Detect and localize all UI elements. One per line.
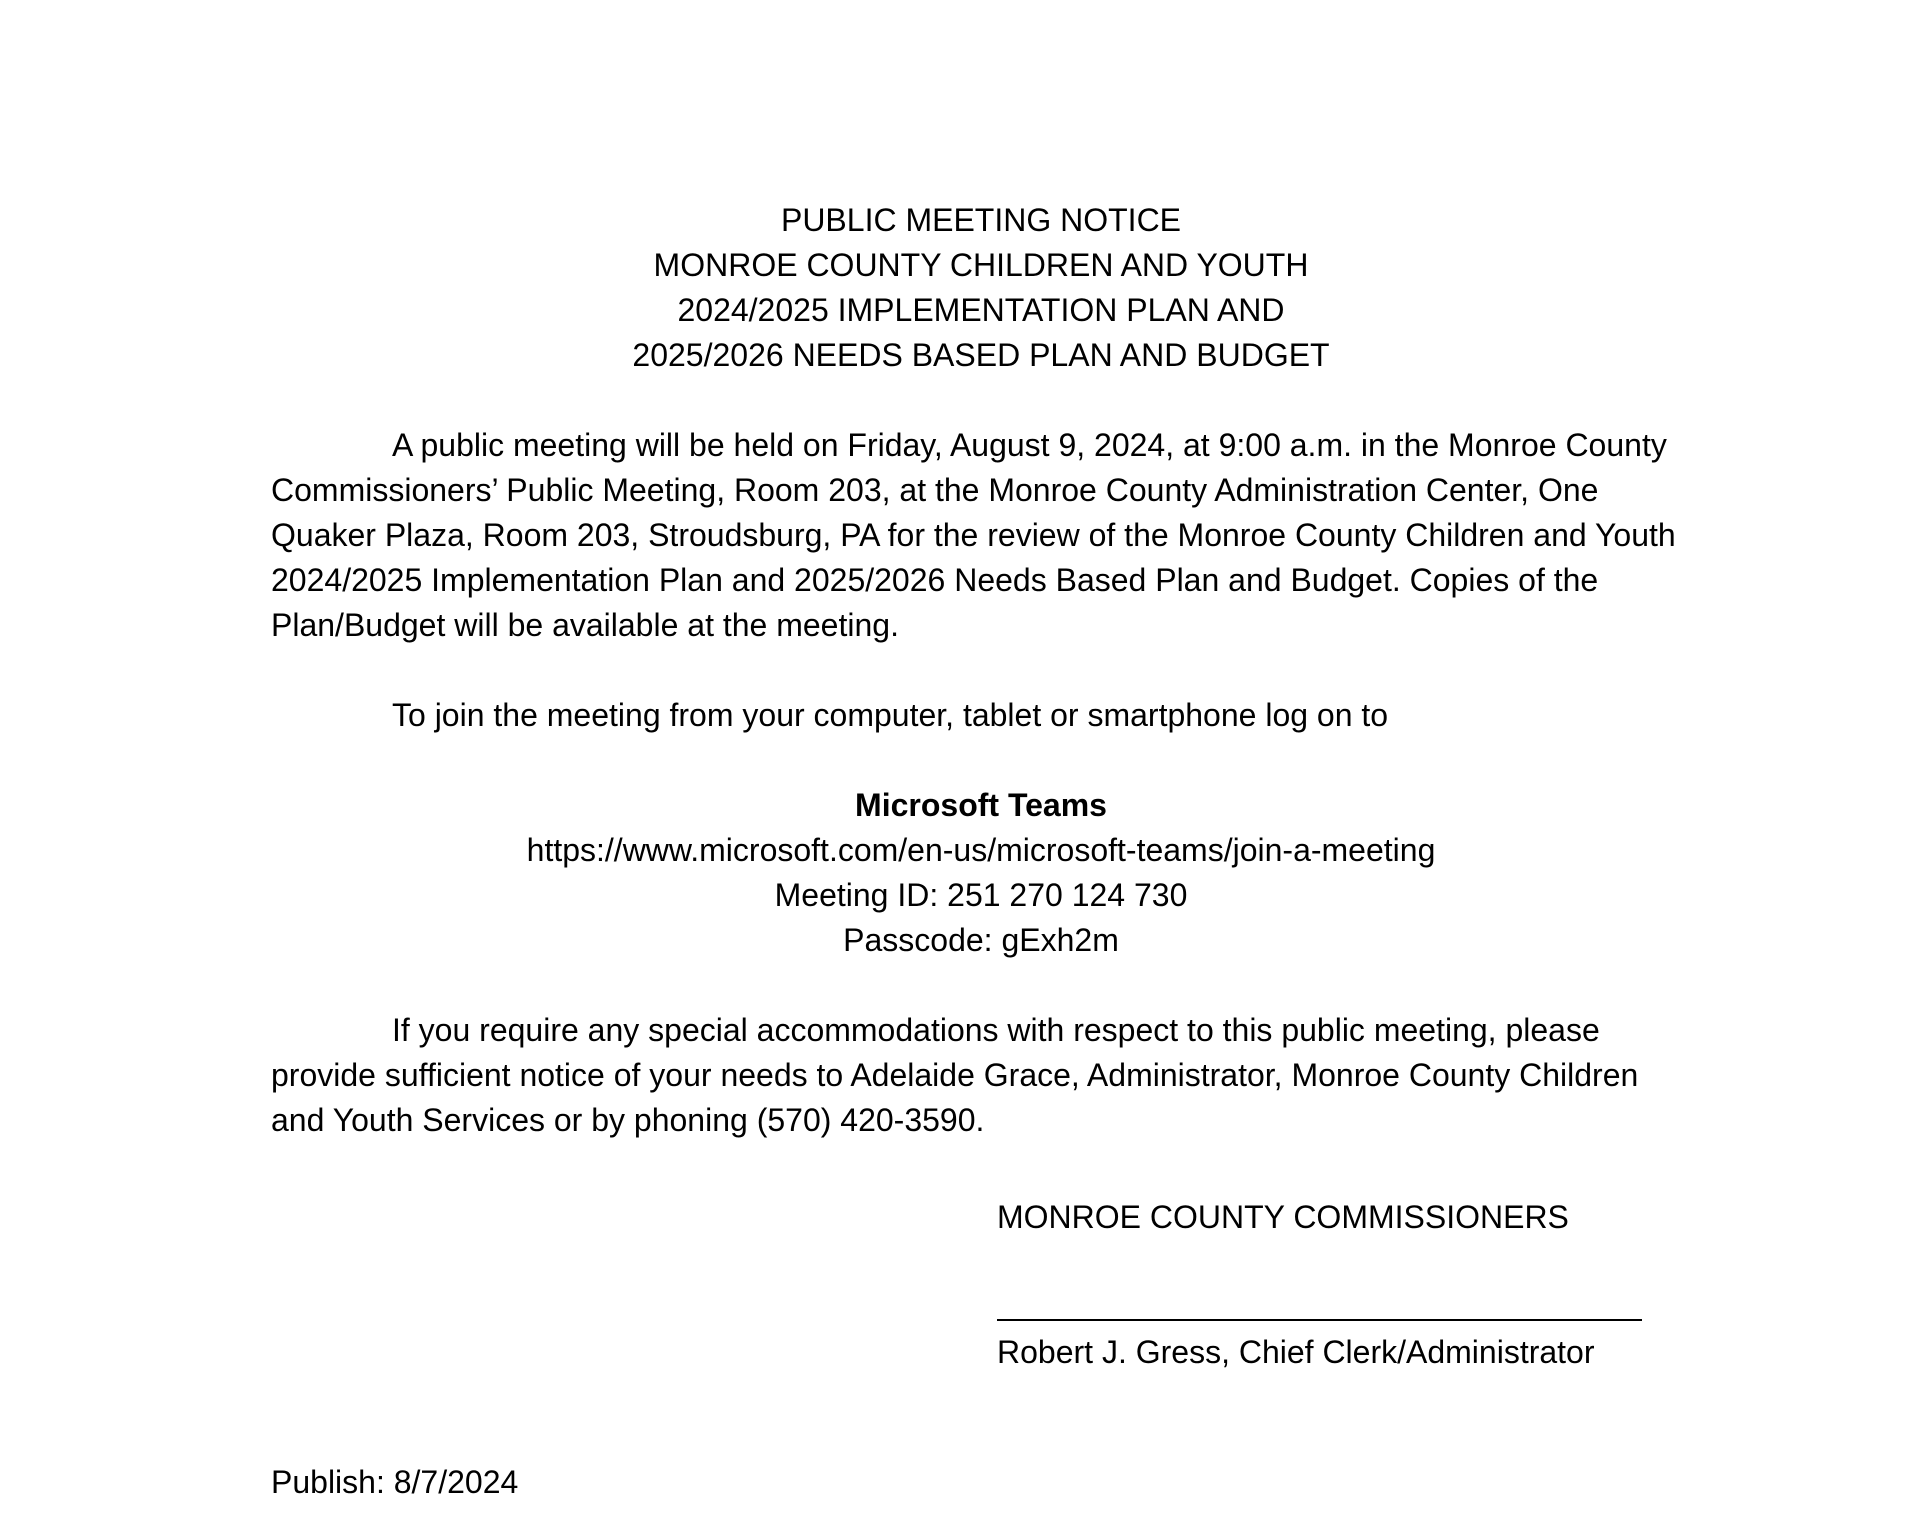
teams-title: Microsoft Teams: [855, 787, 1107, 823]
heading-line-3: 2024/2025 IMPLEMENTATION PLAN AND: [677, 292, 1285, 328]
accommodations-text: If you require any special accommodations with respect to this public meeting, please provide sufficient notice of your needs to Adelaide Grace, Administrator, Monroe County Children and Youth Services or by phoning (570) 420-3590.: [271, 1012, 1639, 1138]
join-instructions-paragraph: [271, 693, 1691, 738]
signature-name: Robert J. Gress, Chief Clerk/Administrator: [997, 1334, 1595, 1370]
join-instructions-text: To join the meeting from your computer, tablet or smartphone log on to: [392, 697, 1389, 733]
notice-heading: [271, 198, 1511, 378]
teams-info: [271, 783, 1511, 963]
meeting-details-paragraph: [271, 423, 1691, 648]
teams-url: https://www.microsoft.com/en-us/microsoft-teams/join-a-meeting: [526, 832, 1436, 868]
meeting-id: Meeting ID: 251 270 124 730: [774, 877, 1188, 913]
heading-line-2: MONROE COUNTY CHILDREN AND YOUTH: [653, 247, 1309, 283]
accommodations-paragraph: [271, 1008, 1691, 1143]
heading-line-1: PUBLIC MEETING NOTICE: [780, 202, 1182, 238]
notice-document: [271, 198, 1691, 1143]
signature-org: MONROE COUNTY COMMISSIONERS: [997, 1199, 1569, 1235]
meeting-details-text: A public meeting will be held on Friday, August 9, 2024, at 9:00 a.m. in the Monroe County Commissioners’ Public Meeting, Room 203, at the Monroe County Administration Center, One Quaker Plaza, Room 203, Stroudsburg, PA for the review of the Monroe County Children and Youth 2024/2025 Implementation Plan and 2025/2026 Needs Based Plan and Budget. Copies of the Plan/Budget will be available at the meeting.: [271, 427, 1676, 643]
publish-date: Publish: 8/7/2024: [271, 1464, 519, 1500]
signature-line: [997, 1319, 1642, 1321]
passcode: Passcode: gExh2m: [843, 922, 1119, 958]
heading-line-4: 2025/2026 NEEDS BASED PLAN AND BUDGET: [632, 337, 1330, 373]
